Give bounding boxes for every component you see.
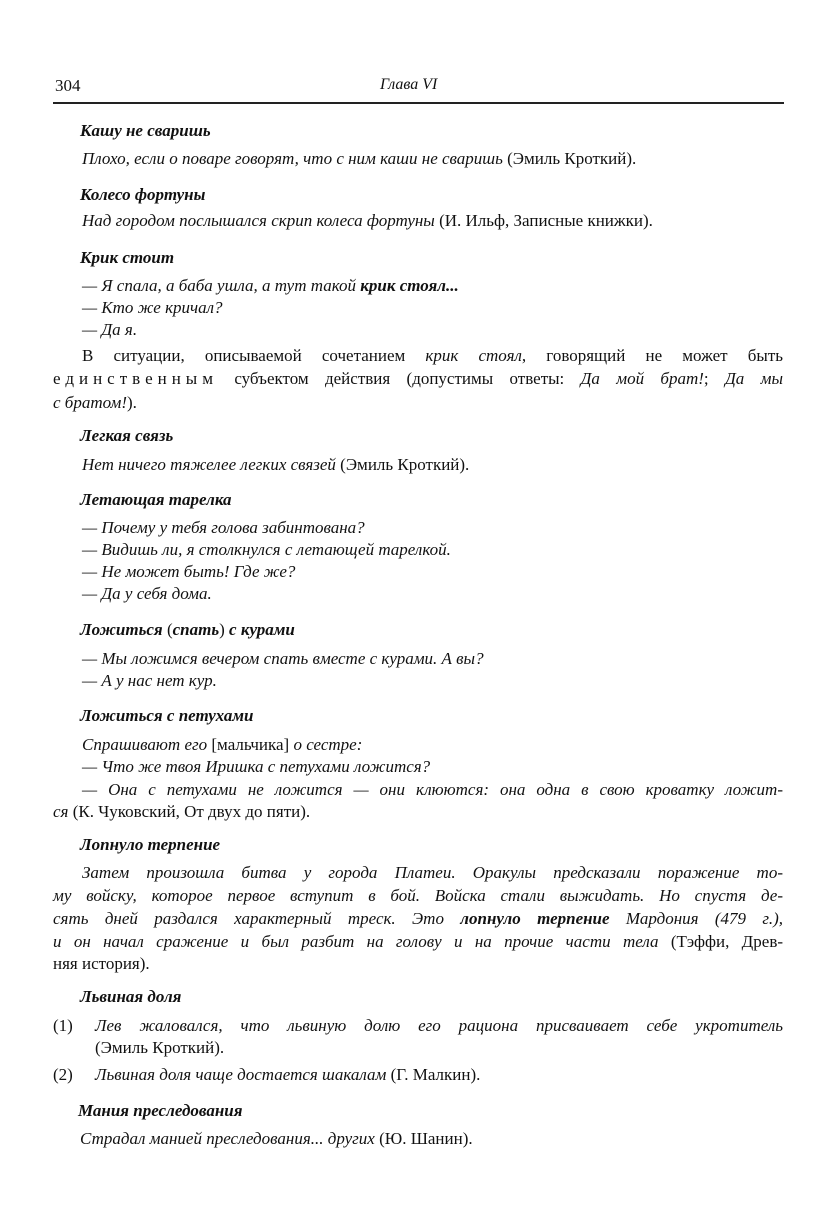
text-line [53, 953, 150, 975]
text-segment: — Кто же кричал? [82, 298, 223, 317]
header-rule [53, 102, 784, 104]
text-segment: (Г. Малкин). [390, 1065, 481, 1084]
text-segment: Спрашивают его [82, 735, 212, 754]
entry-heading [80, 834, 220, 856]
text-line [82, 345, 783, 367]
text-segment: Летающая тарелка [80, 490, 232, 509]
text-segment: Львиная доля [80, 987, 182, 1006]
text-line [82, 210, 653, 232]
text-segment: Плохо, если о поваре говорят, что с ним каши не сваришь [82, 149, 508, 168]
text-segment: — Что же твоя Иришка с петухами ложится? [82, 757, 431, 776]
text-line [53, 392, 137, 414]
text-line [95, 1037, 224, 1059]
text-segment: Да мы [724, 369, 783, 388]
text-segment: (К. Чуковский, От двух до пяти). [68, 802, 311, 821]
text-segment: — Да у себя дома. [82, 584, 212, 603]
text-segment: няя история). [53, 954, 150, 973]
text-segment: [мальчика] [211, 735, 290, 754]
entry-heading [80, 184, 205, 206]
text-line [82, 779, 783, 801]
text-segment: Легкая связь [80, 426, 174, 445]
text-segment: — Почему у тебя голова забинтована? [82, 518, 365, 537]
text-segment: Да мой брат! [580, 369, 704, 388]
text-line [82, 561, 295, 583]
text-line [82, 670, 217, 692]
text-line [82, 319, 137, 341]
example-number: (2) [53, 1065, 73, 1084]
text-segment: крик стоял [425, 346, 522, 365]
text-line [53, 908, 783, 930]
text-segment: Мания преследования [78, 1101, 243, 1120]
entry-heading [80, 425, 173, 447]
entry-heading [80, 986, 181, 1008]
text-segment: сять дней раздался характерный треск. Это [53, 909, 461, 928]
text-line [53, 801, 310, 823]
text-segment: Затем произошла битва у города Платеи. Оракулы предсказали поражение то- [82, 863, 783, 882]
text-line [82, 517, 365, 539]
text-segment: (Тэффи, Древ- [670, 932, 784, 951]
text-segment: (И. Ильф, Записные книжки). [439, 211, 653, 230]
entry-heading [80, 705, 254, 727]
text-segment: Лев жаловался, что львиную долю его рациона присваивает себе укротитель [95, 1016, 783, 1035]
text-line [53, 1064, 480, 1086]
text-segment: Страдал манией преследования... других [80, 1129, 380, 1148]
text-line [82, 756, 430, 778]
text-segment: крик стоял... [360, 276, 459, 295]
text-segment: ся [53, 802, 69, 821]
text-line [82, 148, 636, 170]
text-segment: — Она с петухами не ложится — они клюются: она одна в свою кроватку ложит- [82, 780, 783, 799]
text-segment: — Мы ложимся вечером спать вместе с курами. А вы? [82, 649, 484, 668]
running-head-chapter: Глава VI [380, 76, 438, 93]
text-segment: Над городом послышался скрип колеса фортуны [82, 211, 440, 230]
text-segment: — Да я. [82, 320, 138, 339]
text-segment: Нет ничего тяжелее легких связей [82, 455, 341, 474]
page-number: 304 [55, 76, 81, 95]
text-segment: — А у нас нет кур. [82, 671, 217, 690]
text-segment: В ситуации, описываемой сочетанием [82, 346, 426, 365]
text-segment: Мардония (479 г.), [609, 909, 783, 928]
text-segment: (Эмиль Кроткий). [95, 1038, 225, 1057]
text-segment: (Эмиль Кроткий). [507, 149, 637, 168]
text-segment: — Я спала, а баба ушла, а тут такой [82, 276, 361, 295]
text-segment: единственным [53, 369, 218, 388]
text-segment: с курами [224, 620, 295, 639]
text-segment: (Эмиль Кроткий). [340, 455, 470, 474]
text-segment: Лопнуло терпение [80, 835, 221, 854]
text-line [82, 297, 223, 319]
text-line [53, 885, 783, 907]
text-segment: Ложиться [80, 620, 167, 639]
text-segment: , говорящий не может быть [521, 346, 783, 365]
text-line [53, 368, 783, 390]
text-line [53, 1015, 783, 1037]
text-segment: му войску, которое первое вступит в бой. Войска стали выжидать. Но спустя де- [53, 886, 783, 905]
text-segment: ; [703, 369, 725, 388]
text-line [82, 648, 484, 670]
text-segment: ). [127, 393, 137, 412]
text-line [82, 583, 212, 605]
text-segment: Львиная доля чаще достается шакалам [95, 1065, 391, 1084]
text-segment: Колесо фортуны [80, 185, 206, 204]
text-line [80, 1128, 473, 1150]
text-line [82, 734, 362, 756]
text-line [82, 454, 469, 476]
text-segment: лопнуло терпение [460, 909, 610, 928]
text-segment: ( [166, 620, 173, 639]
text-segment: и он начал сражение и был разбит на голову и на прочие части тела [53, 932, 671, 951]
entry-heading [78, 1100, 243, 1122]
text-segment: Ложиться с петухами [80, 706, 254, 725]
entry-heading [80, 489, 232, 511]
text-segment: — Не может быть! Где же? [82, 562, 296, 581]
text-segment: — Видишь ли, я столкнулся с летающей тарелкой. [82, 540, 451, 559]
text-segment: спать [172, 620, 220, 639]
text-segment: субъектом действия (допустимы ответы: [218, 369, 581, 388]
text-line [82, 539, 451, 561]
text-segment: ) [219, 620, 225, 639]
text-segment: с братом! [53, 393, 127, 412]
text-line [82, 862, 783, 884]
example-number: (1) [53, 1016, 73, 1035]
text-segment: о сестре: [289, 735, 363, 754]
text-segment: (Ю. Шанин). [379, 1129, 473, 1148]
text-segment: Кашу не сваришь [80, 121, 211, 140]
entry-heading [80, 120, 211, 142]
text-line [53, 931, 783, 953]
text-line [82, 275, 459, 297]
entry-heading [80, 619, 295, 641]
entry-heading [80, 247, 174, 269]
text-segment: Крик стоит [80, 248, 175, 267]
